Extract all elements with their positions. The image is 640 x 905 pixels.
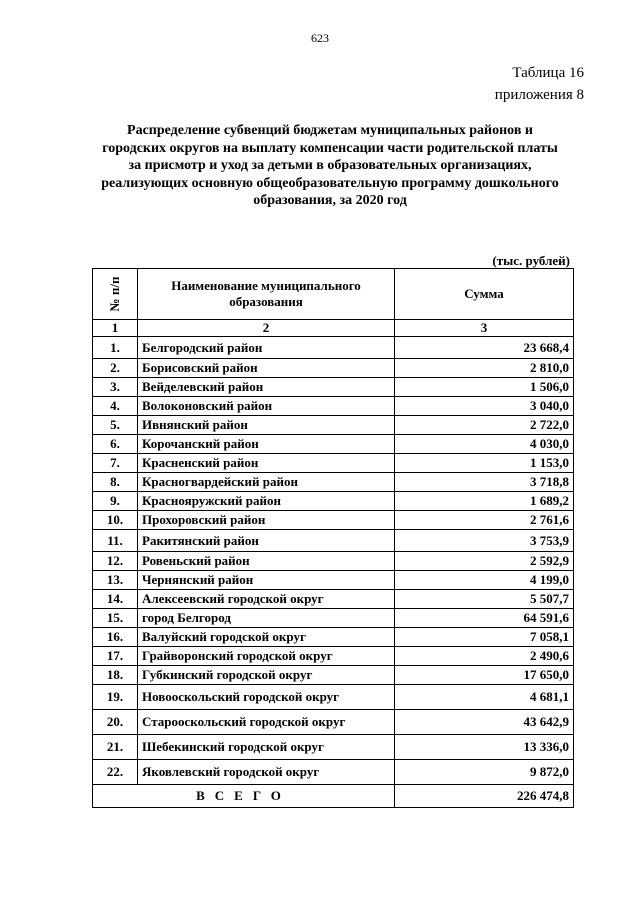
row-sum: 2 592,9 <box>395 552 574 571</box>
table-row <box>93 760 574 785</box>
row-sum: 2 490,6 <box>395 647 574 666</box>
table-row <box>93 473 574 492</box>
row-name: Корочанский район <box>138 435 395 454</box>
table-row <box>93 685 574 710</box>
table-row <box>93 378 574 397</box>
row-sum: 4 681,1 <box>395 685 574 710</box>
column-index-row <box>93 320 574 337</box>
row-number: 11. <box>93 530 138 552</box>
row-number: 10. <box>93 511 138 530</box>
row-name: Красногвардейский район <box>138 473 395 492</box>
row-number: 21. <box>93 735 138 760</box>
row-number: 20. <box>93 710 138 735</box>
row-number: 22. <box>93 760 138 785</box>
table-row <box>93 337 574 359</box>
table-row <box>93 511 574 530</box>
table-row <box>93 454 574 473</box>
page-number: 623 <box>311 31 329 45</box>
row-number: 5. <box>93 416 138 435</box>
row-sum: 2 761,6 <box>395 511 574 530</box>
table-reference <box>495 62 584 106</box>
row-number: 19. <box>93 685 138 710</box>
column-index: 1 <box>93 320 138 337</box>
row-name: Алексеевский городской округ <box>138 590 395 609</box>
row-number: 12. <box>93 552 138 571</box>
row-sum: 23 668,4 <box>395 337 574 359</box>
row-name: Губкинский городской округ <box>138 666 395 685</box>
row-number: 16. <box>93 628 138 647</box>
column-index: 2 <box>138 320 395 337</box>
table-row <box>93 609 574 628</box>
row-name: Валуйский городской округ <box>138 628 395 647</box>
table-row <box>93 359 574 378</box>
column-index: 3 <box>395 320 574 337</box>
document-title: Распределение субвенций бюджетам муниципальных районов и городских округов на выплату компенсации части родительской платы за присмотр и уход за детьми в образовательных организациях, реализующих основную общеобразовательную программу дошкольного образования, за 2020 год <box>101 123 559 208</box>
row-number: 9. <box>93 492 138 511</box>
row-sum: 4 199,0 <box>395 571 574 590</box>
row-sum: 4 030,0 <box>395 435 574 454</box>
row-sum: 13 336,0 <box>395 735 574 760</box>
row-number: 14. <box>93 590 138 609</box>
table-row <box>93 628 574 647</box>
row-sum: 3 753,9 <box>395 530 574 552</box>
row-name: город Белгород <box>138 609 395 628</box>
row-sum: 9 872,0 <box>395 760 574 785</box>
row-name: Ракитянский район <box>138 530 395 552</box>
row-number: 3. <box>93 378 138 397</box>
row-sum: 1 689,2 <box>395 492 574 511</box>
row-name: Старооскольский городской округ <box>138 710 395 735</box>
table-row <box>93 735 574 760</box>
table-row <box>93 416 574 435</box>
row-name: Шебекинский городской округ <box>138 735 395 760</box>
row-sum: 64 591,6 <box>395 609 574 628</box>
row-number: 7. <box>93 454 138 473</box>
total-sum: 226 474,8 <box>395 785 574 808</box>
table-row <box>93 552 574 571</box>
row-sum: 5 507,7 <box>395 590 574 609</box>
row-number: 1. <box>93 337 138 359</box>
table-header-row <box>93 269 574 320</box>
table-row <box>93 710 574 735</box>
units-label: (тыс. рублей) <box>492 253 570 268</box>
row-number: 4. <box>93 397 138 416</box>
row-name: Красненский район <box>138 454 395 473</box>
row-name: Яковлевский городской округ <box>138 760 395 785</box>
row-name: Белгородский район <box>138 337 395 359</box>
table-row <box>93 666 574 685</box>
row-name: Прохоровский район <box>138 511 395 530</box>
header-name: Наименование муниципального образования <box>138 269 395 320</box>
row-sum: 1 153,0 <box>395 454 574 473</box>
row-number: 2. <box>93 359 138 378</box>
row-sum: 1 506,0 <box>395 378 574 397</box>
row-name: Вейделевский район <box>138 378 395 397</box>
row-name: Новооскольский городской округ <box>138 685 395 710</box>
header-sum: Сумма <box>395 269 574 320</box>
table-row <box>93 397 574 416</box>
row-name: Грайворонский городской округ <box>138 647 395 666</box>
table-row <box>93 530 574 552</box>
row-name: Краснояружский район <box>138 492 395 511</box>
row-name: Ровеньский район <box>138 552 395 571</box>
appendix-label: приложения 8 <box>494 87 584 103</box>
table-row <box>93 647 574 666</box>
row-sum: 2 722,0 <box>395 416 574 435</box>
row-number: 8. <box>93 473 138 492</box>
row-sum: 3 718,8 <box>395 473 574 492</box>
subvention-table <box>92 268 574 808</box>
table-row <box>93 435 574 454</box>
row-sum: 17 650,0 <box>395 666 574 685</box>
table-label: Таблица 16 <box>512 65 584 81</box>
row-number: 13. <box>93 571 138 590</box>
total-label: ВСЕГО <box>93 785 395 808</box>
row-sum: 43 642,9 <box>395 710 574 735</box>
row-name: Ивнянский район <box>138 416 395 435</box>
row-sum: 7 058,1 <box>395 628 574 647</box>
total-row <box>93 785 574 808</box>
row-name: Волоконовский район <box>138 397 395 416</box>
table-row <box>93 571 574 590</box>
row-name: Чернянский район <box>138 571 395 590</box>
header-number: № п/п <box>93 269 138 320</box>
row-number: 18. <box>93 666 138 685</box>
table-row <box>93 492 574 511</box>
row-sum: 2 810,0 <box>395 359 574 378</box>
row-name: Борисовский район <box>138 359 395 378</box>
row-sum: 3 040,0 <box>395 397 574 416</box>
row-number: 15. <box>93 609 138 628</box>
table-row <box>93 590 574 609</box>
row-number: 17. <box>93 647 138 666</box>
row-number: 6. <box>93 435 138 454</box>
